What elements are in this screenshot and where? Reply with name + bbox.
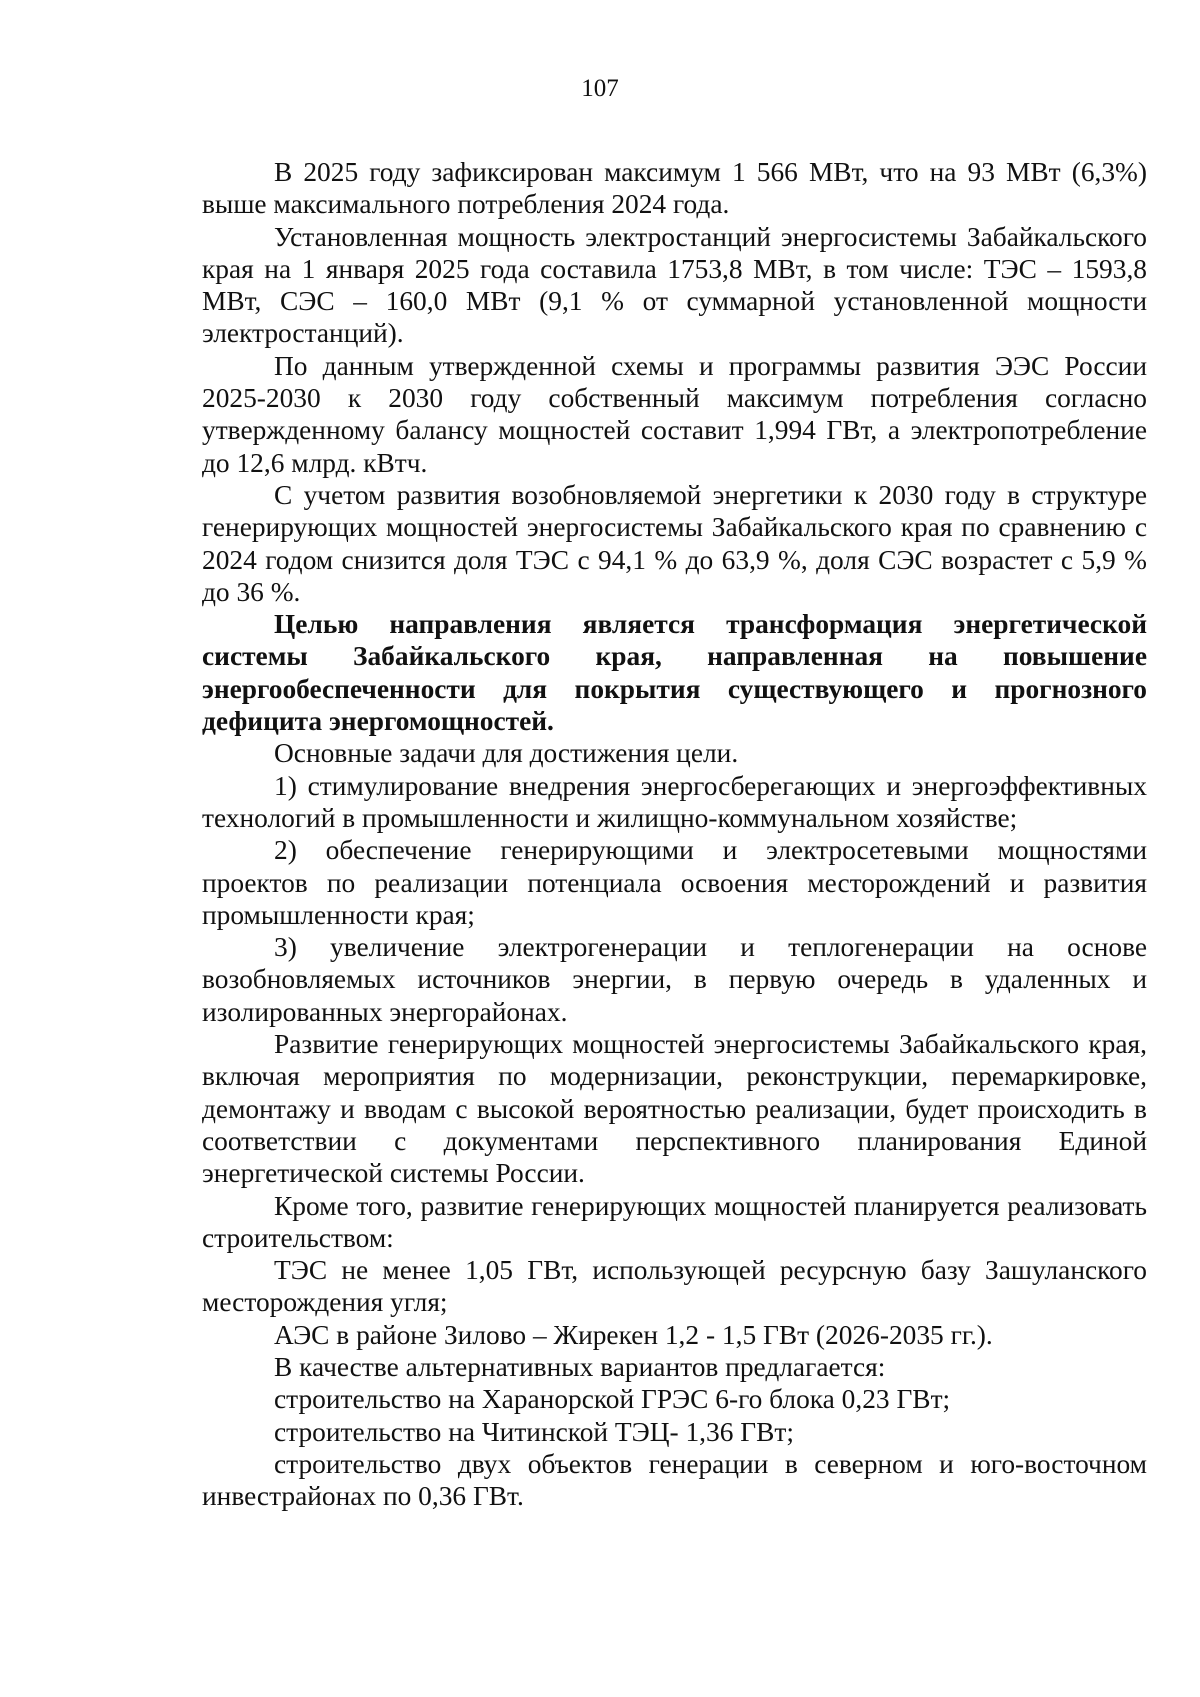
list-item-task-3: 3) увеличение электрогенерации и теплогенерации на основе возобновляемых источников энергии, в первую очередь в удаленных и изолированных энергорайонах. [202, 932, 1147, 1027]
list-item-task-1: 1) стимулирование внедрения энергосберегающих и энергоэффективных технологий в промышленности и жилищно-коммунальном хозяйстве; [202, 770, 1147, 833]
paragraph-peak-load-2025: В 2025 году зафиксирован максимум 1 566 МВт, что на 93 МВт (6,3%) выше максимального потребления 2024 года. [202, 157, 1147, 220]
list-item-kharanor-gres: строительство на Харанорской ГРЭС 6-го блока 0,23 ГВт; [274, 1384, 951, 1415]
list-item-aes-zilovo: АЭС в районе Зилово – Жирекен 1,2 - 1,5 ГВт (2026-2035 гг.). [274, 1319, 993, 1350]
paragraph-installed-capacity: Установленная мощность электростанций энергосистемы Забайкальского края на 1 января 2025 года составила 1753,8 МВт, в том числе: ТЭС – 1593,8 МВт, СЭС – 160,0 МВт (9,1 % от суммарной установленной мощности электростанций). [202, 221, 1147, 349]
list-item-tes-zashulan: ТЭС не менее 1,05 ГВт, использующей ресурсную базу Зашуланского месторождения угля; [202, 1255, 1147, 1318]
paragraph-tasks-heading: Основные задачи для достижения цели. [274, 738, 739, 769]
paragraph-development-scheme: По данным утвержденной схемы и программы развития ЭЭС России 2025-2030 к 2030 году собственный максимум потребления согласно утвержденному балансу мощностей составит 1,994 ГВт, а электропотребление до 12,6 млрд. кВтч. [202, 350, 1147, 478]
paragraph-goal-statement: Целью направления является трансформация энергетической системы Забайкальского края, направленная на повышение энергообеспеченности для покрытия существующего и прогнозного дефицита энергомощностей. [202, 609, 1147, 737]
paragraph-renewable-structure: С учетом развития возобновляемой энергетики к 2030 году в структуре генерирующих мощностей энергосистемы Забайкальского края по сравнению с 2024 годом снизится доля ТЭС с 94,1 % до 63,9 %, доля СЭС возрастет с 5,9 % до 36 %. [202, 479, 1147, 607]
paragraph-generation-development: Развитие генерирующих мощностей энергосистемы Забайкальского края, включая мероприятия по модернизации, реконструкции, перемаркировке, демонтажу и вводам с высокой вероятностью реализации, будет происходить в соответствии с документами перспективного планирования Единой энергетической системы России. [202, 1029, 1147, 1189]
list-item-task-2: 2) обеспечение генерирующими и электросетевыми мощностями проектов по реализации потенциала освоения месторождений и развития промышленности края; [202, 835, 1147, 930]
list-item-two-generation-objects: строительство двух объектов генерации в северном и юго-восточном инвестрайонах по 0,36 ГВт. [202, 1448, 1147, 1512]
document-body [202, 156, 1147, 1512]
paragraph-alternatives-heading: В качестве альтернативных вариантов предлагается: [274, 1351, 886, 1382]
paragraph-construction-plan: Кроме того, развитие генерирующих мощностей планируется реализовать строительством: [202, 1190, 1147, 1253]
list-item-chita-tec: строительство на Читинской ТЭЦ- 1,36 ГВт; [274, 1416, 794, 1447]
page-number: 107 [581, 75, 619, 102]
